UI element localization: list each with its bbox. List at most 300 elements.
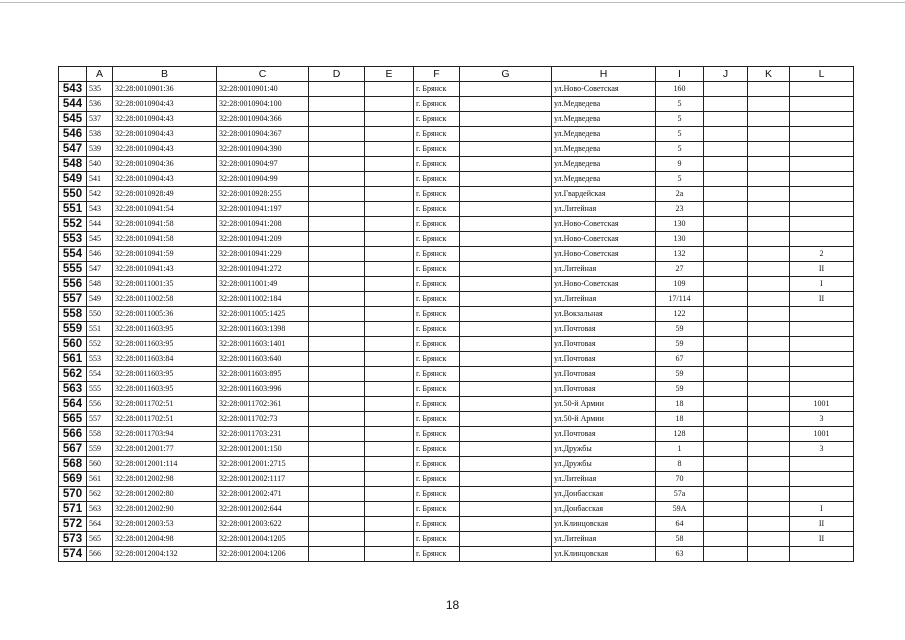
cell-h[interactable]: ул.Дружбы [552, 457, 656, 472]
cell-f[interactable]: г. Брянск [414, 352, 460, 367]
cell-j[interactable] [704, 187, 748, 202]
cell-b[interactable]: 32:28:0012001:114 [113, 457, 217, 472]
cell-d[interactable] [309, 532, 365, 547]
cell-h[interactable]: ул.Почтовая [552, 367, 656, 382]
cell-l[interactable]: 1001 [790, 427, 854, 442]
cell-f[interactable]: г. Брянск [414, 367, 460, 382]
cell-i[interactable]: 128 [656, 427, 704, 442]
cell-c[interactable]: 32:28:0010904:366 [217, 112, 309, 127]
cell-e[interactable] [365, 277, 414, 292]
cell-h[interactable]: ул.Медведева [552, 172, 656, 187]
cell-g[interactable] [460, 187, 552, 202]
cell-k[interactable] [748, 187, 790, 202]
cell-d[interactable] [309, 82, 365, 97]
cell-b[interactable]: 32:28:0010904:43 [113, 172, 217, 187]
cell-e[interactable] [365, 427, 414, 442]
cell-l[interactable] [790, 232, 854, 247]
cell-j[interactable] [704, 262, 748, 277]
cell-i[interactable]: 8 [656, 457, 704, 472]
row-number[interactable]: 556 [59, 277, 87, 292]
cell-d[interactable] [309, 172, 365, 187]
cell-b[interactable]: 32:28:0012001:77 [113, 442, 217, 457]
cell-l[interactable] [790, 307, 854, 322]
cell-h[interactable]: ул.Почтовая [552, 337, 656, 352]
cell-d[interactable] [309, 307, 365, 322]
cell-j[interactable] [704, 487, 748, 502]
cell-k[interactable] [748, 127, 790, 142]
cell-b[interactable]: 32:28:0010904:43 [113, 97, 217, 112]
cell-a[interactable]: 564 [87, 517, 113, 532]
cell-k[interactable] [748, 517, 790, 532]
cell-h[interactable]: ул.Клинцовская [552, 517, 656, 532]
cell-a[interactable]: 543 [87, 202, 113, 217]
cell-e[interactable] [365, 112, 414, 127]
cell-l[interactable]: II [790, 262, 854, 277]
cell-e[interactable] [365, 217, 414, 232]
cell-h[interactable]: ул.Ново-Советская [552, 82, 656, 97]
cell-c[interactable]: 32:28:0012002:1117 [217, 472, 309, 487]
cell-h[interactable]: ул.Литейная [552, 202, 656, 217]
cell-d[interactable] [309, 262, 365, 277]
cell-j[interactable] [704, 247, 748, 262]
cell-d[interactable] [309, 187, 365, 202]
cell-j[interactable] [704, 277, 748, 292]
cell-b[interactable]: 32:28:0011603:95 [113, 382, 217, 397]
cell-g[interactable] [460, 517, 552, 532]
cell-c[interactable]: 32:28:0010941:272 [217, 262, 309, 277]
cell-h[interactable]: ул.Медведева [552, 142, 656, 157]
cell-d[interactable] [309, 442, 365, 457]
cell-c[interactable]: 32:28:0011703:231 [217, 427, 309, 442]
cell-l[interactable] [790, 142, 854, 157]
cell-i[interactable]: 67 [656, 352, 704, 367]
cell-c[interactable]: 32:28:0010941:197 [217, 202, 309, 217]
cell-l[interactable]: II [790, 517, 854, 532]
cell-k[interactable] [748, 457, 790, 472]
cell-c[interactable]: 32:28:0012003:622 [217, 517, 309, 532]
cell-f[interactable]: г. Брянск [414, 307, 460, 322]
cell-l[interactable] [790, 97, 854, 112]
row-number[interactable]: 558 [59, 307, 87, 322]
cell-i[interactable]: 59 [656, 322, 704, 337]
column-header-b[interactable]: B [113, 67, 217, 82]
cell-d[interactable] [309, 367, 365, 382]
cell-g[interactable] [460, 82, 552, 97]
row-number[interactable]: 548 [59, 157, 87, 172]
cell-e[interactable] [365, 172, 414, 187]
cell-l[interactable]: II [790, 532, 854, 547]
cell-f[interactable]: г. Брянск [414, 112, 460, 127]
cell-h[interactable]: ул.Литейная [552, 472, 656, 487]
cell-c[interactable]: 32:28:0012001:150 [217, 442, 309, 457]
cell-j[interactable] [704, 472, 748, 487]
cell-g[interactable] [460, 352, 552, 367]
cell-j[interactable] [704, 517, 748, 532]
cell-h[interactable]: ул.Клинцовская [552, 547, 656, 562]
cell-a[interactable]: 559 [87, 442, 113, 457]
column-header-k[interactable]: K [748, 67, 790, 82]
cell-i[interactable]: 59А [656, 502, 704, 517]
cell-f[interactable]: г. Брянск [414, 487, 460, 502]
cell-h[interactable]: ул.Почтовая [552, 352, 656, 367]
cell-h[interactable]: ул.Литейная [552, 292, 656, 307]
cell-i[interactable]: 18 [656, 412, 704, 427]
cell-l[interactable] [790, 352, 854, 367]
cell-i[interactable]: 5 [656, 142, 704, 157]
cell-g[interactable] [460, 247, 552, 262]
row-number[interactable]: 563 [59, 382, 87, 397]
cell-d[interactable] [309, 337, 365, 352]
cell-i[interactable]: 9 [656, 157, 704, 172]
cell-a[interactable]: 536 [87, 97, 113, 112]
cell-b[interactable]: 32:28:0011702:51 [113, 412, 217, 427]
cell-d[interactable] [309, 427, 365, 442]
cell-b[interactable]: 32:28:0011702:51 [113, 397, 217, 412]
cell-c[interactable]: 32:28:0011702:361 [217, 397, 309, 412]
row-number[interactable]: 549 [59, 172, 87, 187]
cell-k[interactable] [748, 247, 790, 262]
cell-k[interactable] [748, 217, 790, 232]
cell-e[interactable] [365, 397, 414, 412]
cell-j[interactable] [704, 547, 748, 562]
cell-a[interactable]: 563 [87, 502, 113, 517]
cell-b[interactable]: 32:28:0010901:36 [113, 82, 217, 97]
cell-g[interactable] [460, 532, 552, 547]
cell-h[interactable]: ул.Дружбы [552, 442, 656, 457]
cell-a[interactable]: 535 [87, 82, 113, 97]
cell-i[interactable]: 5 [656, 172, 704, 187]
cell-h[interactable]: ул.Медведева [552, 112, 656, 127]
cell-d[interactable] [309, 472, 365, 487]
cell-e[interactable] [365, 472, 414, 487]
cell-h[interactable]: ул.Ново-Советская [552, 277, 656, 292]
cell-l[interactable]: 1001 [790, 397, 854, 412]
cell-b[interactable]: 32:28:0011005:36 [113, 307, 217, 322]
cell-j[interactable] [704, 217, 748, 232]
cell-b[interactable]: 32:28:0010941:54 [113, 202, 217, 217]
cell-a[interactable]: 552 [87, 337, 113, 352]
cell-e[interactable] [365, 292, 414, 307]
cell-f[interactable]: г. Брянск [414, 292, 460, 307]
cell-h[interactable]: ул.Почтовая [552, 427, 656, 442]
cell-e[interactable] [365, 532, 414, 547]
cell-e[interactable] [365, 502, 414, 517]
row-number[interactable]: 562 [59, 367, 87, 382]
column-header-f[interactable]: F [414, 67, 460, 82]
cell-i[interactable]: 63 [656, 547, 704, 562]
cell-b[interactable]: 32:28:0012002:98 [113, 472, 217, 487]
cell-a[interactable]: 538 [87, 127, 113, 142]
cell-a[interactable]: 542 [87, 187, 113, 202]
cell-j[interactable] [704, 382, 748, 397]
cell-g[interactable] [460, 487, 552, 502]
cell-a[interactable]: 566 [87, 547, 113, 562]
cell-l[interactable] [790, 487, 854, 502]
row-number[interactable]: 560 [59, 337, 87, 352]
cell-g[interactable] [460, 547, 552, 562]
cell-i[interactable]: 5 [656, 127, 704, 142]
cell-k[interactable] [748, 397, 790, 412]
cell-g[interactable] [460, 457, 552, 472]
cell-f[interactable]: г. Брянск [414, 262, 460, 277]
cell-d[interactable] [309, 292, 365, 307]
cell-a[interactable]: 547 [87, 262, 113, 277]
cell-c[interactable]: 32:28:0010904:367 [217, 127, 309, 142]
cell-d[interactable] [309, 352, 365, 367]
cell-e[interactable] [365, 247, 414, 262]
cell-j[interactable] [704, 97, 748, 112]
cell-g[interactable] [460, 367, 552, 382]
column-header-g[interactable]: G [460, 67, 552, 82]
cell-a[interactable]: 562 [87, 487, 113, 502]
cell-l[interactable] [790, 172, 854, 187]
cell-i[interactable]: 59 [656, 337, 704, 352]
cell-k[interactable] [748, 442, 790, 457]
cell-f[interactable]: г. Брянск [414, 382, 460, 397]
cell-f[interactable]: г. Брянск [414, 187, 460, 202]
cell-c[interactable]: 32:28:0012004:1205 [217, 532, 309, 547]
cell-d[interactable] [309, 517, 365, 532]
row-number[interactable]: 569 [59, 472, 87, 487]
cell-e[interactable] [365, 202, 414, 217]
cell-k[interactable] [748, 352, 790, 367]
cell-a[interactable]: 556 [87, 397, 113, 412]
row-number[interactable]: 553 [59, 232, 87, 247]
cell-f[interactable]: г. Брянск [414, 517, 460, 532]
row-number[interactable]: 567 [59, 442, 87, 457]
row-number[interactable]: 554 [59, 247, 87, 262]
cell-l[interactable] [790, 382, 854, 397]
cell-l[interactable] [790, 82, 854, 97]
cell-e[interactable] [365, 352, 414, 367]
cell-f[interactable]: г. Брянск [414, 412, 460, 427]
cell-g[interactable] [460, 382, 552, 397]
cell-f[interactable]: г. Брянск [414, 172, 460, 187]
cell-h[interactable]: ул.Ново-Советская [552, 217, 656, 232]
cell-c[interactable]: 32:28:0010928:255 [217, 187, 309, 202]
cell-h[interactable]: ул.Донбасская [552, 487, 656, 502]
cell-b[interactable]: 32:28:0010941:59 [113, 247, 217, 262]
cell-l[interactable] [790, 472, 854, 487]
cell-k[interactable] [748, 262, 790, 277]
cell-k[interactable] [748, 502, 790, 517]
cell-k[interactable] [748, 307, 790, 322]
cell-c[interactable]: 32:28:0011603:1398 [217, 322, 309, 337]
cell-d[interactable] [309, 487, 365, 502]
cell-i[interactable]: 59 [656, 367, 704, 382]
cell-j[interactable] [704, 202, 748, 217]
cell-c[interactable]: 32:28:0011002:184 [217, 292, 309, 307]
row-number[interactable]: 561 [59, 352, 87, 367]
row-number[interactable]: 543 [59, 82, 87, 97]
row-number[interactable]: 568 [59, 457, 87, 472]
cell-c[interactable]: 32:28:0011005:1425 [217, 307, 309, 322]
cell-e[interactable] [365, 442, 414, 457]
cell-d[interactable] [309, 112, 365, 127]
cell-g[interactable] [460, 427, 552, 442]
column-header-a[interactable]: A [87, 67, 113, 82]
cell-f[interactable]: г. Брянск [414, 472, 460, 487]
cell-g[interactable] [460, 292, 552, 307]
cell-e[interactable] [365, 547, 414, 562]
cell-j[interactable] [704, 322, 748, 337]
cell-k[interactable] [748, 382, 790, 397]
cell-c[interactable]: 32:28:0012001:2715 [217, 457, 309, 472]
row-number[interactable]: 552 [59, 217, 87, 232]
cell-f[interactable]: г. Брянск [414, 277, 460, 292]
cell-c[interactable]: 32:28:0010941:229 [217, 247, 309, 262]
cell-l[interactable] [790, 457, 854, 472]
cell-e[interactable] [365, 367, 414, 382]
cell-b[interactable]: 32:28:0012004:98 [113, 532, 217, 547]
cell-b[interactable]: 32:28:0011603:95 [113, 322, 217, 337]
cell-c[interactable]: 32:28:0011702:73 [217, 412, 309, 427]
cell-f[interactable]: г. Брянск [414, 97, 460, 112]
cell-l[interactable] [790, 202, 854, 217]
cell-e[interactable] [365, 322, 414, 337]
cell-a[interactable]: 554 [87, 367, 113, 382]
cell-l[interactable] [790, 217, 854, 232]
cell-j[interactable] [704, 337, 748, 352]
cell-d[interactable] [309, 127, 365, 142]
row-number[interactable]: 545 [59, 112, 87, 127]
cell-b[interactable]: 32:28:0010904:43 [113, 142, 217, 157]
cell-b[interactable]: 32:28:0012002:80 [113, 487, 217, 502]
column-header-d[interactable]: D [309, 67, 365, 82]
cell-b[interactable]: 32:28:0011603:84 [113, 352, 217, 367]
cell-k[interactable] [748, 142, 790, 157]
cell-k[interactable] [748, 82, 790, 97]
cell-a[interactable]: 545 [87, 232, 113, 247]
cell-k[interactable] [748, 427, 790, 442]
cell-g[interactable] [460, 202, 552, 217]
column-header-h[interactable]: H [552, 67, 656, 82]
cell-g[interactable] [460, 97, 552, 112]
cell-g[interactable] [460, 472, 552, 487]
cell-d[interactable] [309, 322, 365, 337]
cell-a[interactable]: 560 [87, 457, 113, 472]
cell-f[interactable]: г. Брянск [414, 502, 460, 517]
cell-i[interactable]: 17/114 [656, 292, 704, 307]
cell-g[interactable] [460, 142, 552, 157]
cell-a[interactable]: 546 [87, 247, 113, 262]
cell-d[interactable] [309, 457, 365, 472]
cell-g[interactable] [460, 277, 552, 292]
row-number[interactable]: 547 [59, 142, 87, 157]
cell-j[interactable] [704, 427, 748, 442]
cell-j[interactable] [704, 142, 748, 157]
cell-g[interactable] [460, 262, 552, 277]
cell-j[interactable] [704, 457, 748, 472]
cell-e[interactable] [365, 97, 414, 112]
cell-i[interactable]: 59 [656, 382, 704, 397]
cell-c[interactable]: 32:28:0011001:49 [217, 277, 309, 292]
cell-b[interactable]: 32:28:0011603:95 [113, 337, 217, 352]
cell-j[interactable] [704, 172, 748, 187]
cell-a[interactable]: 540 [87, 157, 113, 172]
cell-a[interactable]: 555 [87, 382, 113, 397]
cell-f[interactable]: г. Брянск [414, 337, 460, 352]
cell-h[interactable]: ул.Вокзальная [552, 307, 656, 322]
cell-b[interactable]: 32:28:0010941:58 [113, 217, 217, 232]
cell-i[interactable]: 64 [656, 517, 704, 532]
cell-a[interactable]: 561 [87, 472, 113, 487]
cell-g[interactable] [460, 337, 552, 352]
cell-a[interactable]: 541 [87, 172, 113, 187]
cell-e[interactable] [365, 382, 414, 397]
cell-e[interactable] [365, 412, 414, 427]
cell-j[interactable] [704, 442, 748, 457]
cell-l[interactable] [790, 157, 854, 172]
cell-d[interactable] [309, 157, 365, 172]
cell-b[interactable]: 32:28:0011001:35 [113, 277, 217, 292]
cell-i[interactable]: 132 [656, 247, 704, 262]
row-number[interactable]: 573 [59, 532, 87, 547]
cell-e[interactable] [365, 127, 414, 142]
cell-g[interactable] [460, 112, 552, 127]
cell-e[interactable] [365, 487, 414, 502]
cell-l[interactable]: I [790, 502, 854, 517]
cell-g[interactable] [460, 502, 552, 517]
cell-k[interactable] [748, 322, 790, 337]
cell-k[interactable] [748, 532, 790, 547]
cell-g[interactable] [460, 232, 552, 247]
cell-f[interactable]: г. Брянск [414, 427, 460, 442]
cell-h[interactable]: ул.Литейная [552, 262, 656, 277]
cell-f[interactable]: г. Брянск [414, 127, 460, 142]
cell-c[interactable]: 32:28:0010904:390 [217, 142, 309, 157]
cell-h[interactable]: ул.Почтовая [552, 322, 656, 337]
cell-i[interactable]: 160 [656, 82, 704, 97]
cell-b[interactable]: 32:28:0010904:43 [113, 112, 217, 127]
cell-a[interactable]: 539 [87, 142, 113, 157]
row-number[interactable]: 546 [59, 127, 87, 142]
cell-c[interactable]: 32:28:0010904:99 [217, 172, 309, 187]
cell-c[interactable]: 32:28:0011603:895 [217, 367, 309, 382]
row-number[interactable]: 572 [59, 517, 87, 532]
cell-j[interactable] [704, 412, 748, 427]
cell-a[interactable]: 565 [87, 532, 113, 547]
cell-b[interactable]: 32:28:0012002:90 [113, 502, 217, 517]
cell-d[interactable] [309, 397, 365, 412]
cell-i[interactable]: 130 [656, 232, 704, 247]
row-number[interactable]: 557 [59, 292, 87, 307]
cell-k[interactable] [748, 412, 790, 427]
cell-d[interactable] [309, 277, 365, 292]
cell-a[interactable]: 557 [87, 412, 113, 427]
cell-f[interactable]: г. Брянск [414, 547, 460, 562]
cell-j[interactable] [704, 397, 748, 412]
cell-h[interactable]: ул.Медведева [552, 97, 656, 112]
cell-l[interactable]: 3 [790, 442, 854, 457]
row-number[interactable]: 551 [59, 202, 87, 217]
cell-c[interactable]: 32:28:0010904:100 [217, 97, 309, 112]
cell-f[interactable]: г. Брянск [414, 397, 460, 412]
cell-d[interactable] [309, 97, 365, 112]
cell-e[interactable] [365, 142, 414, 157]
cell-i[interactable]: 18 [656, 397, 704, 412]
cell-f[interactable]: г. Брянск [414, 157, 460, 172]
cell-h[interactable]: ул.Ново-Советская [552, 232, 656, 247]
cell-j[interactable] [704, 82, 748, 97]
cell-e[interactable] [365, 457, 414, 472]
cell-k[interactable] [748, 487, 790, 502]
cell-i[interactable]: 27 [656, 262, 704, 277]
cell-f[interactable]: г. Брянск [414, 322, 460, 337]
cell-h[interactable]: ул.Донбасская [552, 502, 656, 517]
cell-a[interactable]: 550 [87, 307, 113, 322]
cell-k[interactable] [748, 277, 790, 292]
